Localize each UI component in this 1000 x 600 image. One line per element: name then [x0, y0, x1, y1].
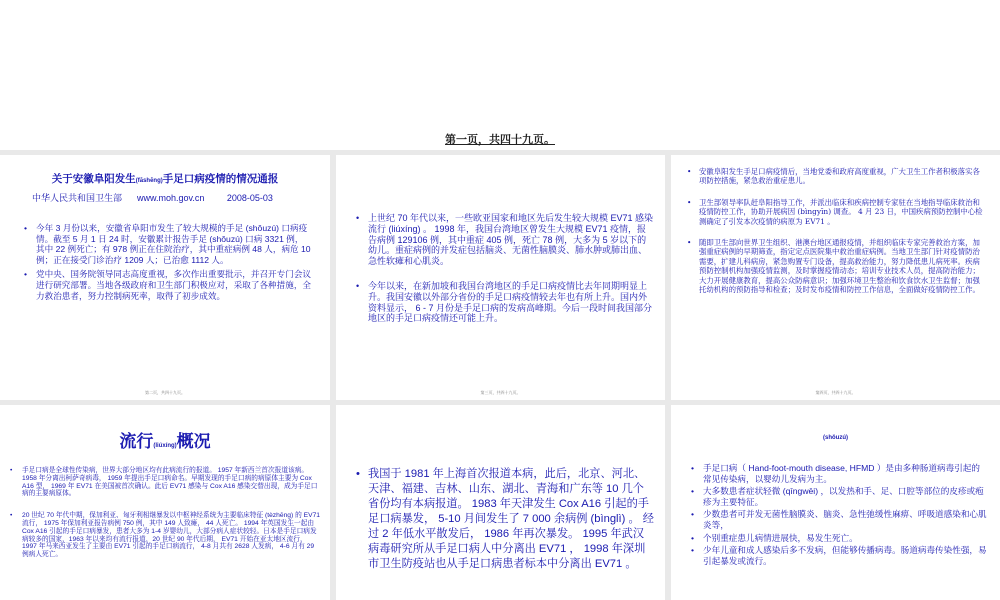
list-item: • 20 世纪 70 年代中期，保加利亚、匈牙利相继暴发以中枢神经系统为主要临床特征 (tèzhēng) 的 EV71 流行， 1975 年保加利亚报告病例 750 例，其中 149 人致瘫， 44 人死亡。 1994 年英国发生一起由 Cox A16 引起的手足口病暴发，患者大多为 1-4 岁婴幼儿，大部分病人症状较轻。日本是手足口病发病较多的国家，1963 年以来均有流行报道，20 世纪 90 年代后期， EV71 开始在亚太地区流行， 1997 年马来西亚发生了主要由 EV71 引起的手足口病流行， 4-8 月共有 2628 人发病， 4-6 月有 29 例病人死亡。: [8, 512, 320, 559]
list-item: • 大多数患者症状轻微 (qīngwēi) ，以发热和手、足、口腔等部位的皮疹或疱疹为主要特征。: [689, 486, 987, 507]
slide-thumbnail-5[interactable]: [336, 405, 665, 600]
list-item: • 个别重症患儿病情进展快，易发生死亡。: [689, 533, 987, 544]
list-item: • 卫生部领导率队赶阜阳指导工作，并派出临床和疾病控制专家驻在当地指导临床救治和疫情防控工作，协助开展病因 (bìngyīn) 调查。 4 月 23 日，中国疾病预防控制中心检测确定了引发本次疫情的病原为 EV71 。: [685, 198, 987, 226]
bullet-list: [689, 463, 987, 566]
slide-title: [0, 427, 330, 452]
slide-thumbnail-1[interactable]: [0, 155, 330, 400]
page-counter: 第一页，共四十九页。: [445, 134, 555, 146]
bullet-list: [354, 467, 654, 572]
slide-thumbnail-2[interactable]: [336, 155, 665, 400]
pinyin-annotation: (liúxíng): [153, 443, 177, 449]
list-item: • 我国于 1981 年上海首次报道本病，此后，北京、河北、天津、福建、吉林、山东、湖北、青海和广东等 10 几个省份均有本病报道。 1983 年天津发生 Cox A16 引起的手足口病暴发， 5-10 月间发生了 7 000 余病例 (bìnglì) 。 经过 2 年低水平散发后， 1986 年再次暴发。 1995 年武汉病毒研究所从手足口病人中分离出 EV71 ， 1998 年深圳市卫生防疫站也从手足口病患者标本中分离出 EV71 。: [354, 467, 654, 572]
title-text-2: 概况: [176, 432, 211, 451]
list-item: • 随即卫生部向世界卫生组织、港澳台地区通报疫情，并组织临床专家完善救治方案，加强重症病例的早期筛查，指定定点医院集中救治重症病例。当地卫生部门针对疫情防治需要，扩建儿科病房，紧急购置专门设备，提高救治能力，努力降低患儿病死率。疾病预防控制机构加强疫情监测，及时掌握疫情动态；培训专业技术人员，提高防治能力；大力开展健康教育，提高公众防病意识；加强环境卫生整治和饮食饮水卫生监督；加强托幼机构的预防指导和检查；及时发布疫情和防控工作信息，全面做好疫情防控工作。: [685, 238, 987, 294]
bullet-list: [685, 167, 987, 294]
slide-footer: 第二页，共四十九页。: [145, 390, 185, 395]
list-item: • 手足口病是全球性传染病，世界大部分地区均有此病流行的报道。 1957 年新西兰首次报道该病。 1958 年分离出柯萨奇病毒， 1959 年提出手足口病命名。早期发现的手足口病的病原体主要为 Cox A16 型， 1969 年 EV71 在美国被首次确认。此后 EV71 感染与 Cox A16 感染交替出现，成为手足口病的主要病原体。: [8, 467, 320, 498]
list-item: • 上世纪 70 年代以来，一些欧亚国家和地区先后发生较大规模 EV71 感染流行 (liúxíng) 。 1998 年，我国台湾地区曾发生大规模 EV71 疫情，报告病例 129106 例，其中重症 405 例，死亡 78 例，大多为 5 岁以下的幼儿。重症病例的并发症包括脑炎、无菌性脑膜炎、肺水肿或肺出血、急性软瘫和心肌炎。: [354, 213, 654, 267]
list-item: • 手足口病（ Hand-foot-mouth disease, HFMD ）是由多种肠道病毒引起的常见传染病，以婴幼儿发病为主。: [689, 463, 987, 484]
slide-thumbnail-3[interactable]: [671, 155, 1000, 400]
slide-thumbnail-6[interactable]: [671, 405, 1000, 600]
top-slide-area: [0, 0, 1000, 150]
bullet-list: [8, 467, 320, 559]
list-item: • 党中央、国务院领导同志高度重视，多次作出重要批示，并召开专门会议进行研究部署。当地各级政府和卫生部门积极应对，采取了各种措施，全力救治患者，努力控制病死率，取得了初步成效。: [22, 269, 312, 301]
slide-footer: 第四页，共四十九页。: [815, 390, 856, 395]
slide-thumbnail-4[interactable]: [0, 405, 330, 600]
list-item: • 安徽阜阳发生手足口病疫情后，当地党委和政府高度重视，广大卫生工作者积极落实各项防控措施，紧急救治重症患儿。: [685, 167, 987, 186]
bullet-list: [22, 223, 312, 301]
list-item: • 今年 3 月份以来，安徽省阜阳市发生了较大规模的手足 (shǒuzú) 口病疫情。截至 5 月 1 日 24 时，安徽累计报告手足 (shǒuzú) 口病 3321 例，其中 22 例死亡；有 978 例正在住院治疗，其中重症病例 48 人，病危 10 例；正在接受门诊治疗 1209 人；已治愈 1112 人。: [22, 223, 312, 265]
byline: 中华人民共和国卫生部 www.moh.gov.cn 2008-05-03: [32, 193, 273, 203]
slide-title: [0, 171, 330, 186]
slide-title: (shǒuzú): [823, 435, 848, 441]
title-text-2: 手足口病疫情的情况通报: [162, 173, 279, 185]
bullet-list: [354, 213, 654, 324]
title-text: 关于安徽阜阳发生: [51, 173, 136, 185]
pinyin-annotation: (fāshēng): [135, 178, 163, 184]
slide-footer: 第三页，共四十九页。: [480, 390, 521, 395]
list-item: • 今年以来，在新加坡和我国台湾地区的手足口病疫情比去年同期明显上升。我国安徽以外部分省份的手足口病疫情较去年也有所上升。国内外资料显示， 6 - 7 月份是手足口病的发病高峰期。今后一段时间我国部分地区的手足口病疫情还可能上升。: [354, 281, 654, 324]
list-item: • 少年儿童和成人感染后多不发病，但能够传播病毒。肠道病毒传染性强，易引起暴发或流行。: [689, 545, 987, 566]
title-text: 流行: [119, 432, 154, 451]
list-item: • 少数患者可并发无菌性脑膜炎、脑炎、急性弛缓性麻痹、呼吸道感染和心肌炎等，: [689, 509, 987, 530]
